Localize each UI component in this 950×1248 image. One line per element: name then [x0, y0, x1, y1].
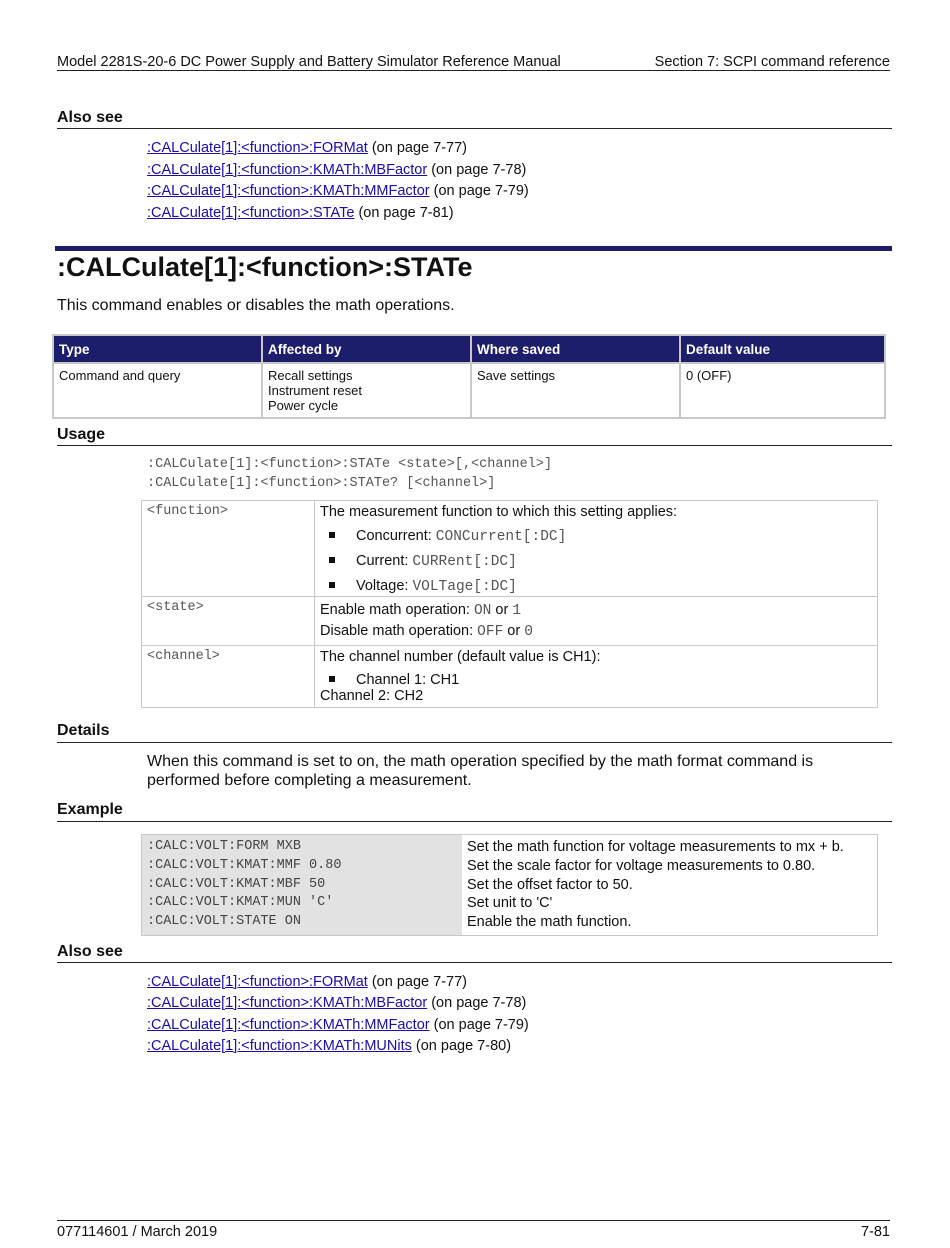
- example-heading: Example: [57, 801, 123, 818]
- page-reference: (on page 7-79): [429, 183, 529, 199]
- also-see-item: [147, 974, 467, 990]
- running-header-section: Section 7: SCPI command reference: [654, 54, 890, 70]
- command-title-bar: [55, 246, 892, 251]
- code-line: :CALC:VOLT:STATE ON: [147, 914, 301, 930]
- cross-reference-link[interactable]: :CALCulate[1]:<function>:KMATh:MMFactor: [147, 183, 430, 199]
- description-line: Set unit to 'C': [467, 895, 553, 912]
- also-see-heading: Also see: [57, 943, 123, 960]
- list-item: Channel 1: CH1: [320, 672, 872, 688]
- affected-by-item: Instrument reset: [268, 383, 362, 398]
- description-line: Set the offset factor to 50.: [467, 876, 633, 893]
- column-header-type: Type: [53, 335, 262, 363]
- column-header-default-value: Default value: [680, 335, 885, 363]
- enable-line: Enable math operation: ON or 1: [320, 602, 522, 619]
- also-see-item: [147, 183, 529, 199]
- example-code: [142, 835, 463, 936]
- parameter-summary: The measurement function to which this setting applies:: [320, 504, 678, 520]
- parameters-table: [141, 500, 878, 708]
- parameter-name: <function>: [142, 501, 315, 597]
- footer-rule: [57, 1220, 890, 1221]
- channel-2-line: Channel 2: CH2: [320, 688, 424, 704]
- cross-reference-link[interactable]: :CALCulate[1]:<function>:STATe: [147, 205, 355, 221]
- section-rule: [57, 962, 892, 963]
- section-rule: [57, 128, 892, 129]
- page-reference: (on page 7-78): [427, 995, 527, 1011]
- description-line: Set the math function for voltage measurements to mx + b.: [467, 839, 844, 855]
- usage-heading: Usage: [57, 426, 106, 443]
- page-reference: (on page 7-77): [367, 974, 467, 990]
- code-line: :CALC:VOLT:KMAT:MUN 'C': [147, 895, 334, 911]
- type-value: Command and query: [53, 363, 262, 418]
- also-see-item: [147, 162, 526, 178]
- list-item: Concurrent: CONCurrent[:DC]: [320, 528, 872, 545]
- parameter-name: <state>: [142, 597, 315, 646]
- code-line: :CALC:VOLT:KMAT:MBF 50: [147, 876, 326, 892]
- affected-by-value: [262, 363, 471, 418]
- also-see-item: [147, 1017, 529, 1033]
- column-header-affected-by: Affected by: [262, 335, 471, 363]
- page-reference: (on page 7-77): [367, 140, 467, 156]
- details-text: When this command is set to on, the math operation specified by the math format command is performed before completing a measurement.: [147, 753, 814, 789]
- where-saved-value: Save settings: [471, 363, 680, 418]
- parameter-name: <channel>: [142, 646, 315, 708]
- parameter-summary: The channel number (default value is CH1):: [320, 649, 601, 665]
- usage-syntax-query: :CALCulate[1]:<function>:STATe? [<channel>]: [147, 476, 496, 491]
- disable-line: Disable math operation: OFF or 0: [320, 623, 533, 640]
- default-value: 0 (OFF): [680, 363, 885, 418]
- parameter-description: [315, 501, 878, 597]
- affected-by-item: Power cycle: [268, 398, 339, 413]
- footer-document-number: 077114601 / March 2019: [57, 1224, 218, 1240]
- table-row: [142, 597, 878, 646]
- cross-reference-link[interactable]: :CALCulate[1]:<function>:KMATh:MBFactor: [147, 995, 428, 1011]
- also-see-item: [147, 1038, 511, 1054]
- column-header-where-saved: Where saved: [471, 335, 680, 363]
- page-reference: (on page 7-80): [411, 1038, 512, 1054]
- page-reference: (on page 7-78): [427, 162, 527, 178]
- table-row: [142, 646, 878, 708]
- page-number: 7-81: [860, 1224, 890, 1240]
- also-see-item: [147, 140, 467, 156]
- section-rule: [57, 742, 892, 743]
- cross-reference-link[interactable]: :CALCulate[1]:<function>:KMATh:MUNits: [147, 1038, 412, 1054]
- also-see-heading: Also see: [57, 109, 123, 126]
- usage-syntax-set: :CALCulate[1]:<function>:STATe <state>[,<channel>]: [147, 457, 553, 472]
- list-item: Voltage: VOLTage[:DC]: [320, 578, 872, 595]
- cross-reference-link[interactable]: :CALCulate[1]:<function>:FORMat: [147, 974, 368, 990]
- command-description: This command enables or disables the math operations.: [57, 297, 455, 314]
- table-row: [142, 501, 878, 597]
- code-line: :CALC:VOLT:FORM MXB: [147, 839, 301, 854]
- command-title: :CALCulate[1]:<function>:STATe: [57, 252, 473, 282]
- example-description: [462, 835, 878, 936]
- cross-reference-link[interactable]: :CALCulate[1]:<function>:KMATh:MBFactor: [147, 162, 428, 178]
- parameter-description: [315, 597, 878, 646]
- command-properties-table: [52, 334, 886, 419]
- section-rule: [57, 445, 892, 446]
- header-rule: [57, 70, 890, 71]
- also-see-item: [147, 995, 526, 1011]
- running-header-title: Model 2281S-20-6 DC Power Supply and Battery Simulator Reference Manual: [57, 54, 561, 70]
- page-reference: (on page 7-79): [429, 1017, 529, 1033]
- details-heading: Details: [57, 722, 110, 739]
- description-line: Set the scale factor for voltage measurements to 0.80.: [467, 857, 816, 874]
- parameter-description: [315, 646, 878, 708]
- example-table: [141, 834, 878, 936]
- cross-reference-link[interactable]: :CALCulate[1]:<function>:FORMat: [147, 140, 368, 156]
- also-see-item: [147, 205, 454, 221]
- section-rule: [57, 821, 892, 822]
- page-reference: (on page 7-81): [354, 205, 454, 221]
- code-line: :CALC:VOLT:KMAT:MMF 0.80: [147, 857, 342, 873]
- cross-reference-link[interactable]: :CALCulate[1]:<function>:KMATh:MMFactor: [147, 1017, 430, 1033]
- list-item: Current: CURRent[:DC]: [320, 553, 872, 570]
- affected-by-item: Recall settings: [268, 368, 353, 383]
- description-line: Enable the math function.: [467, 914, 632, 931]
